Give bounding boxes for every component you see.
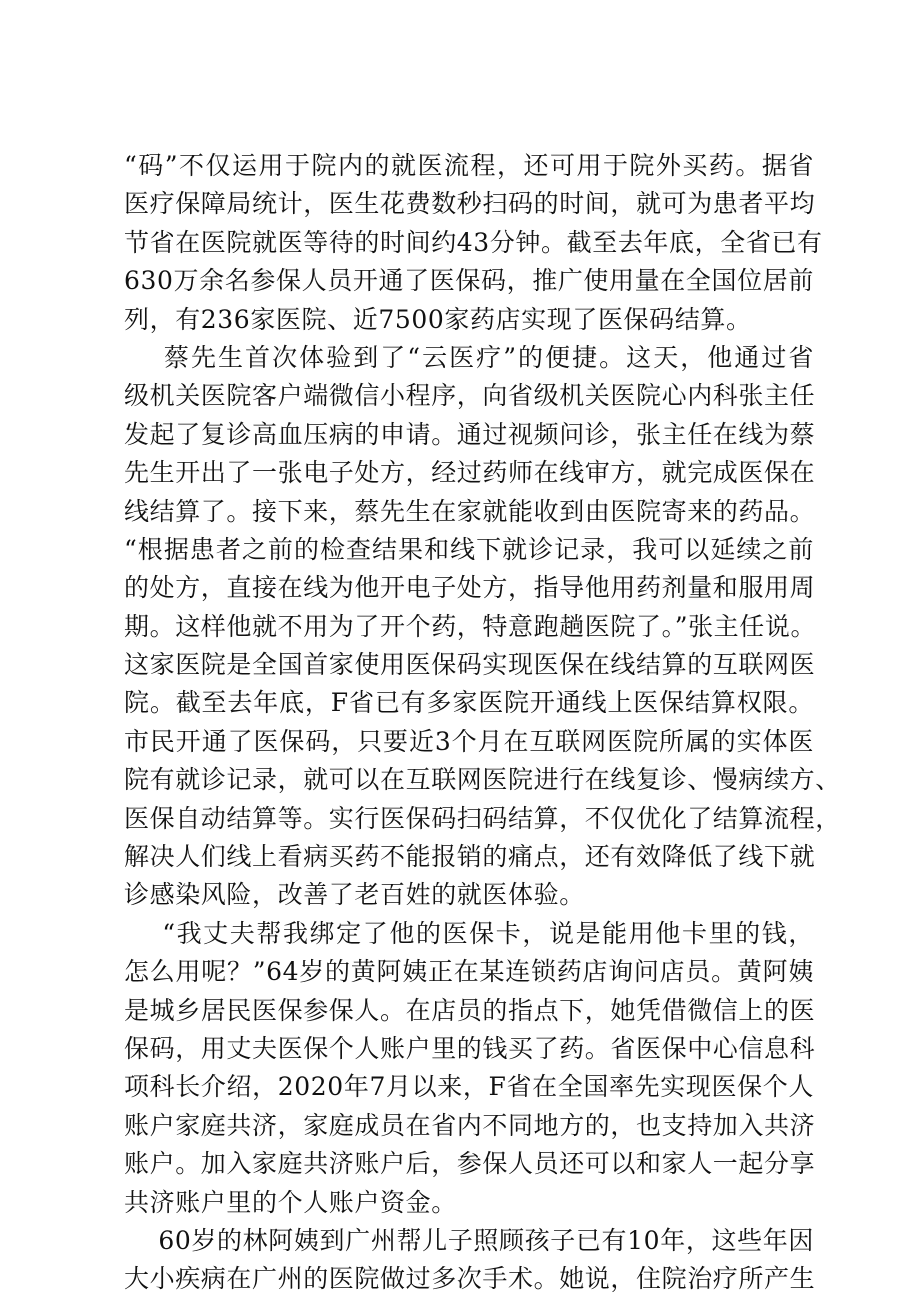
text-line: 大小疾病在广州的医院做过多次手术。她说，住院治疗所产生 bbox=[124, 1264, 816, 1294]
text-line: 怎么用呢？”64岁的黄阿姨正在某连锁药店询问店员。黄阿姨 bbox=[124, 957, 814, 987]
text-line: 账户。加入家庭共济账户后，参保人员还可以和家人一起分享 bbox=[124, 1149, 816, 1179]
text-line: 项科长介绍，2020年7月以来，F省在全国率先实现医保个人 bbox=[124, 1072, 814, 1102]
text-line: 先生开出了一张电子处方，经过药师在线审方，就完成医保在 bbox=[124, 458, 816, 488]
text-line: 这家医院是全国首家使用医保码实现医保在线结算的互联网医 bbox=[124, 650, 816, 680]
text-line: 列，有236家医院、近7500家药店实现了医保码结算。 bbox=[124, 304, 752, 334]
text-line: “码”不仅运用于院内的就医流程，还可用于院外买药。据省 bbox=[124, 151, 814, 180]
text-line: 账户家庭共济，家庭成员在省内不同地方的，也支持加入共济 bbox=[124, 1110, 816, 1140]
text-line: 医疗保障局统计，医生花费数秒扫码的时间，就可为患者平均 bbox=[124, 189, 816, 219]
text-line: 保码，用丈夫医保个人账户里的钱买了药。省医保中心信息科 bbox=[124, 1033, 816, 1063]
text-line: 的处方，直接在线为他开电子处方，指导他用药剂量和服用周 bbox=[124, 573, 816, 603]
text-line: 市民开通了医保码，只要近3个月在互联网医院所属的实体医 bbox=[124, 726, 814, 756]
text-line: 节省在医院就医等待的时间约43分钟。截至去年底，全省已有 bbox=[124, 227, 823, 257]
paragraph bbox=[124, 147, 823, 339]
text-line: 是城乡居民医保参保人。在店员的指点下，她凭借微信上的医 bbox=[124, 995, 816, 1025]
text-line: 630万余名参保人员开通了医保码，推广使用量在全国位居前 bbox=[124, 266, 814, 296]
paragraph bbox=[124, 1222, 814, 1299]
text-line: 级机关医院客户端微信小程序，向省级机关医院心内科张主任 bbox=[124, 381, 816, 411]
article-body bbox=[124, 147, 841, 1299]
text-line: 医保自动结算等。实行医保码扫码结算，不仅优化了结算流程， bbox=[124, 803, 841, 833]
text-line: 蔡先生首次体验到了“云医疗”的便捷。这天，他通过省 bbox=[124, 342, 814, 372]
text-line: 诊感染风险，改善了老百姓的就医体验。 bbox=[124, 880, 585, 910]
text-line: 院。截至去年底，F省已有多家医院开通线上医保结算权限。 bbox=[124, 688, 814, 718]
text-line: 发起了复诊高血压病的申请。通过视频问诊，张主任在线为蔡 bbox=[124, 419, 816, 449]
paragraph bbox=[124, 915, 814, 1222]
paragraph bbox=[124, 339, 841, 915]
text-line: 共济账户里的个人账户资金。 bbox=[124, 1187, 457, 1217]
text-line: 院有就诊记录，就可以在互联网医院进行在线复诊、慢病续方、 bbox=[124, 765, 841, 795]
text-line: 60岁的林阿姨到广州帮儿子照顾孩子已有10年，这些年因 bbox=[124, 1225, 814, 1255]
text-line: “根据患者之前的检查结果和线下就诊记录，我可以延续之前 bbox=[124, 534, 814, 564]
text-line: 期。这样他就不用为了开个药，特意跑趟医院了。”张主任说。 bbox=[124, 611, 817, 641]
text-line: 线结算了。接下来，蔡先生在家就能收到由医院寄来的药品。 bbox=[124, 496, 816, 526]
text-line: 解决人们线上看病买药不能报销的痛点，还有效降低了线下就 bbox=[124, 842, 816, 872]
text-line: “我丈夫帮我绑定了他的医保卡，说是能用他卡里的钱， bbox=[124, 918, 814, 948]
